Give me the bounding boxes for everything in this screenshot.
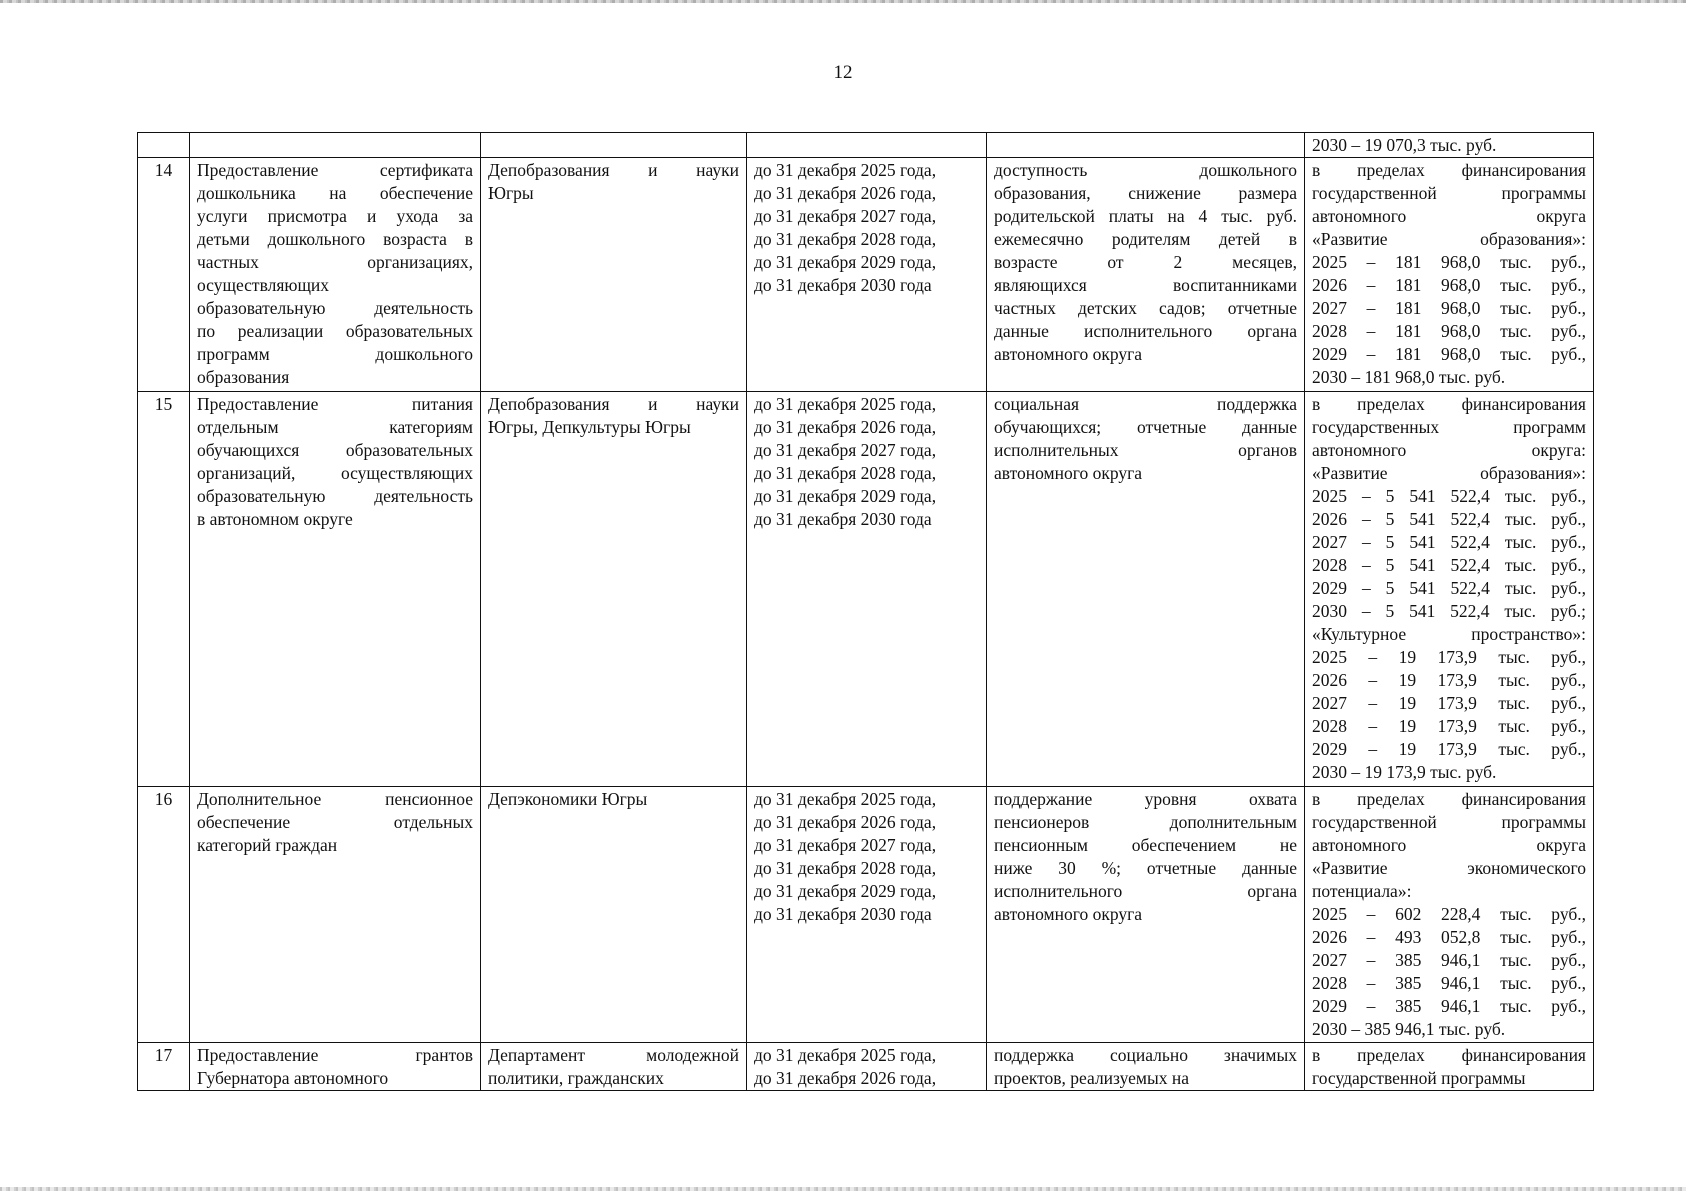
financing-line: 2027 – 181 968,0 тыс. руб., [1312, 298, 1586, 318]
financing-line: 2030 – 5 541 522,4 тыс. руб.; [1312, 601, 1586, 621]
cell-term [747, 392, 987, 787]
row-number: 14 [154, 160, 173, 180]
cell-responsible [481, 392, 747, 787]
term-line: до 31 декабря 2025 года, [754, 789, 937, 809]
result-line: проектов, реализуемых на [994, 1068, 1189, 1088]
term-line: до 31 декабря 2027 года, [754, 206, 937, 226]
cell-result [987, 392, 1305, 787]
table-row [138, 1043, 1594, 1091]
term-line: до 31 декабря 2029 года, [754, 252, 937, 272]
financing-line: автономного округа: [1312, 440, 1586, 460]
responsible-line: политики, гражданских [488, 1068, 664, 1088]
financing-line: в пределах финансирования [1312, 1045, 1586, 1065]
term-line: до 31 декабря 2030 года [754, 509, 932, 529]
measure-name-line: программ дошкольного [197, 344, 473, 364]
table-row [138, 392, 1594, 787]
result-line: поддержка социально значимых [994, 1045, 1297, 1065]
financing-line: автономного округа [1312, 835, 1586, 855]
result-line: являющихся воспитанниками [994, 275, 1297, 295]
scan-edge-top [0, 0, 1686, 3]
measure-name-line: обучающихся образовательных [197, 440, 473, 460]
financing-line: 2030 – 19 173,9 тыс. руб. [1312, 762, 1497, 782]
measure-name-line: Предоставление грантов [197, 1045, 473, 1065]
result-line: автономного округа [994, 904, 1143, 924]
measure-name-line: Предоставление сертификата [197, 160, 473, 180]
table-row-continuation [138, 133, 1594, 158]
table-row [138, 158, 1594, 392]
measures-table [137, 132, 1594, 1091]
cell-num [138, 392, 190, 787]
result-line: частных детских садов; отчетные [994, 298, 1297, 318]
measure-name-line: отдельным категориям [197, 417, 473, 437]
cell-name [190, 392, 481, 787]
term-line: до 31 декабря 2026 года, [754, 1068, 937, 1088]
result-line: исполнительных органов [994, 440, 1297, 460]
responsible-line: Департамент молодежной [488, 1045, 739, 1065]
cell-num [138, 158, 190, 392]
measure-name-line: детьми дошкольного возраста в [197, 229, 473, 249]
cell-responsible [481, 787, 747, 1043]
financing-line: 2028 – 385 946,1 тыс. руб., [1312, 973, 1586, 993]
term-line: до 31 декабря 2026 года, [754, 417, 937, 437]
financing-line: государственной программы [1312, 183, 1586, 203]
result-line: образования, снижение размера [994, 183, 1297, 203]
financing-line: 2026 – 181 968,0 тыс. руб., [1312, 275, 1586, 295]
scan-edge-bottom [0, 1187, 1686, 1191]
term-line: до 31 декабря 2030 года [754, 275, 932, 295]
result-line: автономного округа [994, 344, 1143, 364]
cell-name [190, 158, 481, 392]
result-line: родительской платы на 4 тыс. руб. [994, 206, 1297, 226]
result-line: автономного округа [994, 463, 1143, 483]
result-line: доступность дошкольного [994, 160, 1297, 180]
cell-responsible [481, 133, 747, 158]
responsible-line: Депэкономики Югры [488, 789, 648, 809]
cell-financing [1305, 158, 1594, 392]
financing-line: 2026 – 5 541 522,4 тыс. руб., [1312, 509, 1586, 529]
measure-name-line: организаций, осуществляющих [197, 463, 473, 483]
financing-line: 2030 – 19 070,3 тыс. руб. [1312, 135, 1497, 155]
financing-line: «Развитие образования»: [1312, 463, 1586, 483]
cell-financing [1305, 787, 1594, 1043]
page-number: 12 [833, 62, 853, 83]
measure-name-line: в автономном округе [197, 509, 353, 529]
financing-line: государственной программы [1312, 1068, 1526, 1088]
financing-line: 2026 – 493 052,8 тыс. руб., [1312, 927, 1586, 947]
cell-result [987, 787, 1305, 1043]
responsible-line: Югры, Депкультуры Югры [488, 417, 691, 437]
result-line: исполнительного органа [994, 881, 1297, 901]
financing-line: 2027 – 385 946,1 тыс. руб., [1312, 950, 1586, 970]
financing-line: 2025 – 602 228,4 тыс. руб., [1312, 904, 1586, 924]
cell-num [138, 787, 190, 1043]
cell-num [138, 1043, 190, 1091]
measure-name-line: обеспечение отдельных [197, 812, 473, 832]
financing-line: в пределах финансирования [1312, 160, 1586, 180]
financing-line: 2025 – 181 968,0 тыс. руб., [1312, 252, 1586, 272]
term-line: до 31 декабря 2025 года, [754, 160, 937, 180]
result-line: социальная поддержка [994, 394, 1297, 414]
cell-result [987, 1043, 1305, 1091]
term-line: до 31 декабря 2026 года, [754, 812, 937, 832]
measure-name-line: осуществляющих [197, 275, 330, 295]
result-line: обучающихся; отчетные данные [994, 417, 1297, 437]
term-line: до 31 декабря 2028 года, [754, 463, 937, 483]
financing-line: «Развитие экономического [1312, 858, 1586, 878]
measure-name-line: Предоставление питания [197, 394, 473, 414]
measure-name-line: Губернатора автономного [197, 1068, 389, 1088]
financing-line: 2028 – 181 968,0 тыс. руб., [1312, 321, 1586, 341]
measure-name-line: образовательную деятельность [197, 298, 473, 318]
measure-name-line: образовательную деятельность [197, 486, 473, 506]
financing-line: в пределах финансирования [1312, 394, 1586, 414]
result-line: пенсионным обеспечением не [994, 835, 1297, 855]
cell-name [190, 133, 481, 158]
term-line: до 31 декабря 2026 года, [754, 183, 937, 203]
financing-line: 2027 – 5 541 522,4 тыс. руб., [1312, 532, 1586, 552]
term-line: до 31 декабря 2027 года, [754, 835, 937, 855]
financing-line: 2030 – 385 946,1 тыс. руб. [1312, 1019, 1506, 1039]
financing-line: автономного округа [1312, 206, 1586, 226]
measure-name-line: категорий граждан [197, 835, 338, 855]
responsible-line: Депобразования и науки [488, 160, 739, 180]
responsible-line: Депобразования и науки [488, 394, 739, 414]
term-line: до 31 декабря 2028 года, [754, 858, 937, 878]
financing-line: 2025 – 5 541 522,4 тыс. руб., [1312, 486, 1586, 506]
result-line: возрасте от 2 месяцев, [994, 252, 1297, 272]
financing-line: 2030 – 181 968,0 тыс. руб. [1312, 367, 1506, 387]
row-number: 17 [154, 1045, 173, 1065]
result-line: ниже 30 %; отчетные данные [994, 858, 1297, 878]
financing-line: «Развитие образования»: [1312, 229, 1586, 249]
term-line: до 31 декабря 2028 года, [754, 229, 937, 249]
cell-financing [1305, 1043, 1594, 1091]
financing-line: в пределах финансирования [1312, 789, 1586, 809]
cell-term [747, 133, 987, 158]
term-line: до 31 декабря 2030 года [754, 904, 932, 924]
row-number: 15 [154, 394, 173, 414]
responsible-line: Югры [488, 183, 534, 203]
term-line: до 31 декабря 2029 года, [754, 881, 937, 901]
table-row [138, 787, 1594, 1043]
cell-name [190, 1043, 481, 1091]
cell-responsible [481, 1043, 747, 1091]
cell-financing [1305, 392, 1594, 787]
measure-name-line: образования [197, 367, 290, 387]
term-line: до 31 декабря 2025 года, [754, 1045, 937, 1065]
cell-num [138, 133, 190, 158]
measure-name-line: дошкольника на обеспечение [197, 183, 473, 203]
financing-line: 2025 – 19 173,9 тыс. руб., [1312, 647, 1586, 667]
cell-term [747, 158, 987, 392]
result-line: ежемесячно родителям детей в [994, 229, 1297, 249]
financing-line: «Культурное пространство»: [1312, 624, 1586, 644]
cell-term [747, 1043, 987, 1091]
measure-name-line: по реализации образовательных [197, 321, 473, 341]
financing-line: 2029 – 5 541 522,4 тыс. руб., [1312, 578, 1586, 598]
cell-result [987, 158, 1305, 392]
cell-term [747, 787, 987, 1043]
financing-line: 2029 – 385 946,1 тыс. руб., [1312, 996, 1586, 1016]
row-number: 16 [154, 789, 173, 809]
financing-line: потенциала»: [1312, 881, 1412, 901]
financing-line: 2028 – 5 541 522,4 тыс. руб., [1312, 555, 1586, 575]
term-line: до 31 декабря 2029 года, [754, 486, 937, 506]
financing-line: 2029 – 19 173,9 тыс. руб., [1312, 739, 1586, 759]
result-line: данные исполнительного органа [994, 321, 1297, 341]
financing-line: 2027 – 19 173,9 тыс. руб., [1312, 693, 1586, 713]
result-line: поддержание уровня охвата [994, 789, 1297, 809]
cell-responsible [481, 158, 747, 392]
financing-line: 2029 – 181 968,0 тыс. руб., [1312, 344, 1586, 364]
financing-line: государственной программы [1312, 812, 1586, 832]
measure-name-line: Дополнительное пенсионное [197, 789, 473, 809]
cell-financing [1305, 133, 1594, 158]
term-line: до 31 декабря 2027 года, [754, 440, 937, 460]
financing-line: 2026 – 19 173,9 тыс. руб., [1312, 670, 1586, 690]
cell-result [987, 133, 1305, 158]
measure-name-line: услуги присмотра и ухода за [197, 206, 473, 226]
financing-line: 2028 – 19 173,9 тыс. руб., [1312, 716, 1586, 736]
financing-line: государственных программ [1312, 417, 1586, 437]
term-line: до 31 декабря 2025 года, [754, 394, 937, 414]
measure-name-line: частных организациях, [197, 252, 473, 272]
cell-name [190, 787, 481, 1043]
result-line: пенсионеров дополнительным [994, 812, 1297, 832]
